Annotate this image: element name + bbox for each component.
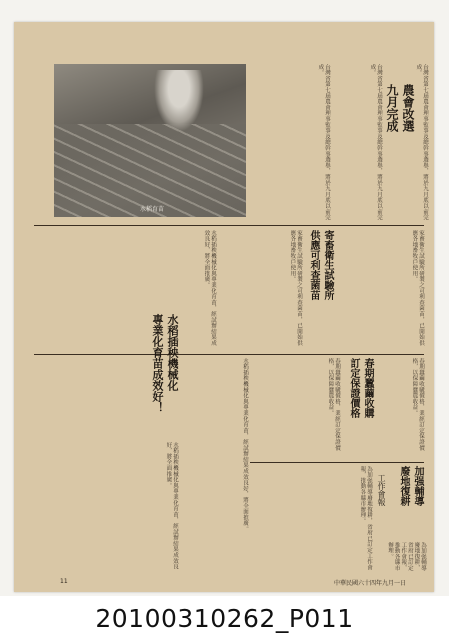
horizontal-rule-2 — [34, 354, 424, 355]
footer-date: 中華民國六十四年九月一日 — [334, 580, 407, 587]
magazine-page — [14, 22, 434, 592]
headline-4 — [396, 466, 424, 536]
headline-5 — [150, 314, 180, 444]
archive-id-label: 20100310262_P011 — [0, 596, 449, 640]
headline-3-line-1: 春期蠶繭收購 — [362, 358, 373, 418]
headline-4-line-2: 廢地復耕 — [398, 466, 409, 506]
headline-1-line-1: 農會改選 — [401, 84, 415, 132]
headline-3-line-2: 訂定保證價格 — [348, 358, 359, 418]
rice-seedling-photo — [54, 64, 246, 217]
horizontal-rule-1 — [34, 225, 424, 226]
article-4-body: 為加强輔導廢地復耕，省府已訂定工作會報，推動各縣市辦理。 — [359, 466, 372, 571]
headline-3 — [346, 358, 374, 468]
article-1-body-right: 台灣省第七屆農會理事監事及總幹事選舉，將於九月底以前完成。 — [415, 64, 428, 221]
article-2-body-left: 家畜衛生試驗所研製之可利查菌苗，已開始供應各地畜牧戶使用。 — [289, 230, 302, 346]
article-4-body-tail: 為加强輔導廢地復耕，省府已訂定工作會報，推動各縣市辦理。 — [387, 542, 426, 571]
article-5-body: 水稻插秧機械化與專業化育苗，經試辦結果成效良好，將全面推廣。 — [165, 442, 178, 570]
headline-5-line-1: 水稻插秧機械化 — [166, 314, 179, 391]
article-3-body-left: 春期蠶繭收購價格，業經訂定保證價格，以保障蠶農收益。 — [327, 358, 340, 451]
headline-5-line-2: 專業化育苗成效好！ — [151, 314, 164, 413]
sub-heading: 工作會報 — [377, 474, 386, 506]
headline-2 — [306, 230, 334, 340]
article-left-body: 水稻插秧機械化與專業化育苗，經試辦結果成效良好，將全面推廣。 — [203, 230, 216, 346]
headline-4-line-1: 加强輔導 — [412, 466, 423, 506]
article-1-body-cont: 台灣省第七屆農會理事監事及總幹事選舉，將於九月底以前完成。 — [369, 64, 382, 221]
photo-farmer — [154, 70, 204, 132]
page-number: 11 — [60, 578, 68, 585]
headline-2-line-1: 寄畜衛生試驗所 — [322, 230, 333, 300]
headline-1-line-2: 九月完成 — [385, 84, 399, 132]
article-2-body: 家畜衛生試驗所研製之可利查菌苗，已開始供應各地畜牧戶使用。 — [411, 230, 424, 346]
article-3-body: 春期蠶繭收購價格，業經訂定保證價格，以保障蠶農收益。 — [411, 358, 424, 451]
headline-2-line-2: 供應可利查菌苗 — [308, 230, 319, 300]
article-1-body: 台灣省第七屆農會理事監事及總幹事選舉，將於九月底以前完成。 — [317, 64, 330, 221]
photo-caption: 水稻育苗 — [140, 206, 165, 213]
article-5-body-right: 水稻插秧機械化與專業化育苗，經試辦結果成效良好，將全面推廣。 — [242, 358, 248, 532]
horizontal-rule-3 — [250, 462, 424, 463]
